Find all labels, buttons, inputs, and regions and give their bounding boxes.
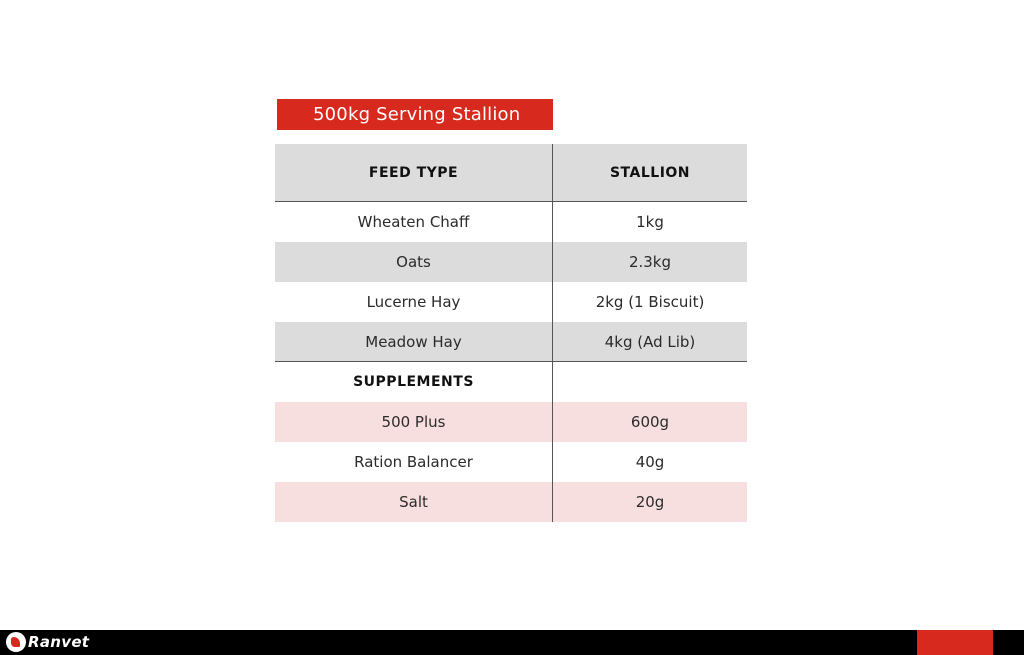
footer-accent-block <box>917 630 993 655</box>
amount-cell: 1kg <box>636 213 664 231</box>
brand-name: Ranvet <box>28 633 90 651</box>
footer-bar <box>0 630 1024 655</box>
amount-cell: 2.3kg <box>628 253 672 271</box>
table-row <box>275 282 747 322</box>
feed-cell: Meadow Hay <box>275 322 553 361</box>
amount-cell: 40g <box>635 453 665 471</box>
table-row <box>275 202 747 242</box>
supplement-row <box>275 402 747 442</box>
feed-cell: Salt <box>275 482 553 522</box>
feed-cell: Ration Balancer <box>275 442 553 482</box>
page-title <box>277 99 553 130</box>
page-title-text: 500kg Serving Stallion <box>313 104 521 125</box>
supplements-label: SUPPLEMENTS <box>275 362 553 402</box>
table-header-row <box>275 144 747 202</box>
feed-cell: Wheaten Chaff <box>275 202 553 242</box>
brand-logo <box>6 632 89 652</box>
header-feed-type: FEED TYPE <box>275 144 553 201</box>
amount-cell: 20g <box>635 493 665 511</box>
feed-table <box>275 144 747 522</box>
amount-cell: 4kg (Ad Lib) <box>604 332 696 351</box>
supplement-row <box>275 442 747 482</box>
feed-cell: Oats <box>275 242 553 282</box>
empty-cell <box>553 362 747 402</box>
horse-head-icon <box>6 632 26 652</box>
feed-cell: 500 Plus <box>275 402 553 442</box>
table-row <box>275 322 747 362</box>
supplement-row <box>275 482 747 522</box>
feed-cell: Lucerne Hay <box>275 282 553 322</box>
table-row <box>275 242 747 282</box>
amount-cell: 600g <box>630 413 670 431</box>
header-stallion: STALLION <box>609 164 691 181</box>
supplements-header-row <box>275 362 747 402</box>
amount-cell: 2kg (1 Biscuit) <box>595 293 705 311</box>
